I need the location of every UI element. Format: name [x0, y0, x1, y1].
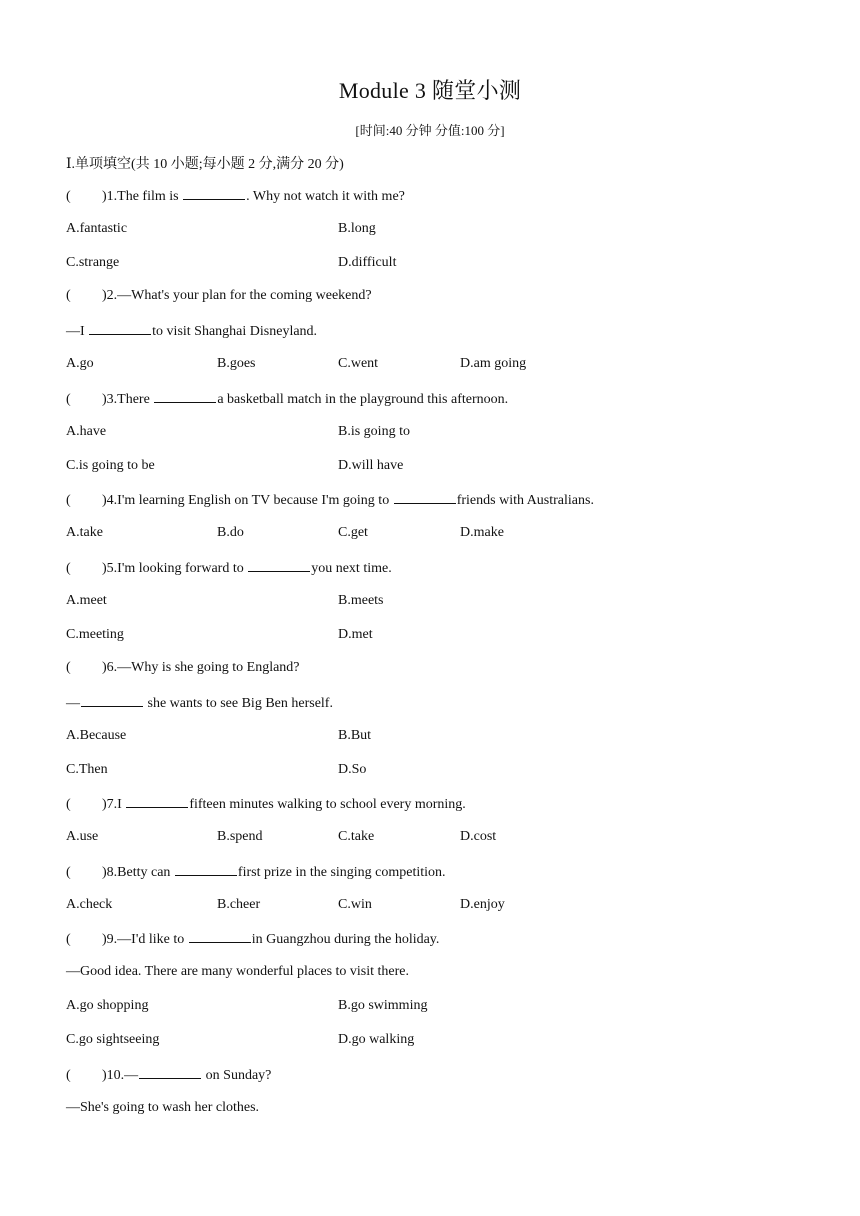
- option-a: A.go: [66, 356, 94, 371]
- option-d: D.am going: [460, 356, 527, 371]
- answer-blank: [183, 187, 245, 200]
- question-2-reply: [66, 322, 317, 340]
- page-title: Module 3 随堂小测: [338, 78, 522, 103]
- option-b: B.long: [338, 221, 376, 236]
- option-d: D.go walking: [338, 1032, 415, 1047]
- question-text: )8.Betty can: [102, 865, 174, 880]
- answer-paren: (: [66, 932, 71, 947]
- answer-paren: (: [66, 392, 71, 407]
- question-2: [66, 288, 372, 304]
- question-8: [66, 863, 446, 881]
- option-b: B.spend: [217, 829, 263, 844]
- answer-paren: (: [66, 189, 71, 204]
- option-d: D.will have: [338, 458, 404, 473]
- option-d: D.cost: [460, 829, 497, 844]
- reply-text: —I: [66, 324, 89, 339]
- answer-blank: [139, 1066, 201, 1079]
- question-text-end: on Sunday?: [202, 1068, 272, 1083]
- option-d: D.met: [338, 627, 373, 642]
- option-c: C.Then: [66, 762, 108, 777]
- question-5: [66, 559, 392, 577]
- answer-blank: [175, 863, 237, 876]
- question-6: [66, 660, 300, 676]
- question-text-end: fifteen minutes walking to school every morning.: [189, 797, 466, 812]
- question-9: [66, 930, 439, 948]
- question-text-end: a basketball match in the playground this afternoon.: [217, 392, 509, 407]
- question-text-end: you next time.: [311, 561, 392, 576]
- option-d: D.enjoy: [460, 897, 505, 912]
- question-text-end: . Why not watch it with me?: [246, 189, 405, 204]
- answer-blank: [248, 559, 310, 572]
- question-text: )10.—: [102, 1068, 139, 1083]
- question-4: [66, 491, 594, 509]
- question-text-end: in Guangzhou during the holiday.: [251, 932, 440, 947]
- question-text-end: friends with Australians.: [456, 493, 594, 508]
- question-10: [66, 1066, 271, 1084]
- question-9-reply: —Good idea. There are many wonderful places to visit there.: [66, 964, 410, 979]
- option-b: B.is going to: [338, 424, 410, 439]
- option-a: A.use: [66, 829, 99, 844]
- answer-paren: (: [66, 797, 71, 812]
- option-b: B.cheer: [217, 897, 261, 912]
- option-c: C.take: [338, 829, 375, 844]
- question-text: )9.—I'd like to: [102, 932, 188, 947]
- option-c: C.get: [338, 525, 368, 540]
- answer-blank: [126, 795, 188, 808]
- answer-blank: [89, 322, 151, 335]
- option-a: A.Because: [66, 728, 127, 743]
- question-text: )3.There: [102, 392, 154, 407]
- answer-paren: (: [66, 288, 71, 303]
- answer-blank: [189, 930, 251, 943]
- option-b: B.do: [217, 525, 244, 540]
- answer-paren: (: [66, 493, 71, 508]
- option-c: C.is going to be: [66, 458, 155, 473]
- question-text: )6.—Why is she going to England?: [102, 660, 300, 675]
- option-b: B.go swimming: [338, 998, 428, 1013]
- option-c: C.went: [338, 356, 379, 371]
- option-b: B.But: [338, 728, 372, 743]
- option-a: A.meet: [66, 593, 107, 608]
- question-text: )4.I'm learning English on TV because I'm going to: [102, 493, 393, 508]
- option-b: B.goes: [217, 356, 256, 371]
- question-6-reply: [66, 694, 333, 712]
- option-c: C.win: [338, 897, 372, 912]
- option-d: D.So: [338, 762, 367, 777]
- question-7: [66, 795, 466, 813]
- option-a: A.fantastic: [66, 221, 128, 236]
- answer-paren: (: [66, 865, 71, 880]
- option-a: A.have: [66, 424, 107, 439]
- answer-blank: [81, 694, 143, 707]
- option-a: A.take: [66, 525, 103, 540]
- option-a: A.go shopping: [66, 998, 149, 1013]
- question-text: )2.—What's your plan for the coming weekend?: [102, 288, 372, 303]
- question-text: )5.I'm looking forward to: [102, 561, 248, 576]
- answer-blank: [154, 390, 216, 403]
- question-3: [66, 390, 508, 408]
- section-heading: Ⅰ.单项填空(共 10 小题;每小题 2 分,满分 20 分): [66, 157, 344, 172]
- option-d: D.make: [460, 525, 504, 540]
- answer-paren: (: [66, 561, 71, 576]
- option-c: C.meeting: [66, 627, 124, 642]
- question-1: [66, 187, 405, 205]
- answer-blank: [394, 491, 456, 504]
- answer-paren: (: [66, 660, 71, 675]
- exam-info: [时间:40 分钟 分值:100 分]: [355, 123, 505, 138]
- option-a: A.check: [66, 897, 113, 912]
- question-text: )1.The film is: [102, 189, 183, 204]
- option-c: C.strange: [66, 255, 120, 270]
- question-text: )7.I: [102, 797, 126, 812]
- option-c: C.go sightseeing: [66, 1032, 160, 1047]
- option-d: D.difficult: [338, 255, 397, 270]
- reply-text-end: she wants to see Big Ben herself.: [144, 696, 333, 711]
- answer-paren: (: [66, 1068, 71, 1083]
- question-text-end: first prize in the singing competition.: [237, 865, 446, 880]
- question-10-reply: —She's going to wash her clothes.: [66, 1100, 260, 1115]
- reply-text: —: [66, 696, 80, 711]
- option-b: B.meets: [338, 593, 384, 608]
- reply-text-end: to visit Shanghai Disneyland.: [152, 324, 318, 339]
